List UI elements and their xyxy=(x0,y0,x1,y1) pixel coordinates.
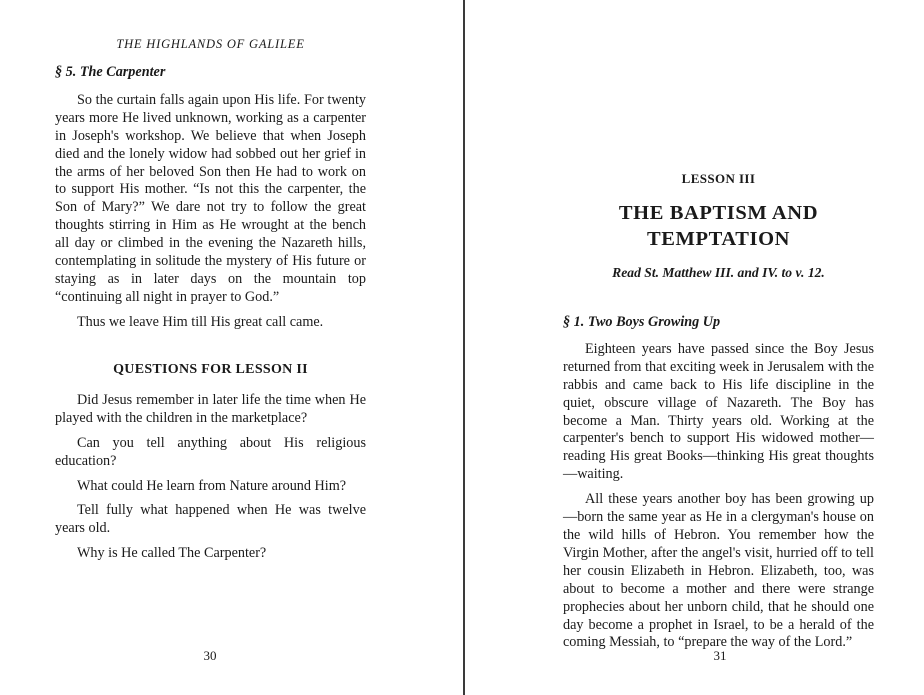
questions-block xyxy=(55,361,366,570)
question-item: Can you tell anything about His religious education? xyxy=(55,434,366,469)
paragraph: Thus we leave Him till His great call came. xyxy=(77,313,324,330)
page-number: 30 xyxy=(203,648,217,663)
paragraph: All these years another boy has been growing up—born the same year as He in a clergyman's house on the wild hills of Hebron. You remember how the Virgin Mother, after the angel's visit, hurried off to tell her cousin Elizabeth in Hebron. Elizabeth, too, was about to become a mother and there were strange prophecies about her unborn child, that he should one day become a prophet in Israel, to be a herald of the coming Messiah, to “prepare the way of the Lord.” xyxy=(563,491,874,651)
questions-title: QUESTIONS FOR LESSON II xyxy=(113,362,308,377)
question-item: Why is He called The Carpenter? xyxy=(77,545,267,562)
gutter-divider xyxy=(463,0,465,695)
question-item: Did Jesus remember in later life the time when He played with the children in the marketplace? xyxy=(55,391,366,426)
reading-assignment: Read St. Matthew III. and IV. to v. 12. xyxy=(612,265,825,280)
chapter-title xyxy=(563,200,874,252)
right-page xyxy=(466,0,924,695)
right-text-block xyxy=(563,314,874,652)
chapter-title-line: THE BAPTISM AND xyxy=(618,202,819,224)
chapter-title-line: TEMPTATION xyxy=(646,228,791,250)
lesson-label: LESSON III xyxy=(681,171,756,186)
question-item: Tell fully what happened when He was twelve years old. xyxy=(55,502,366,537)
paragraph: So the curtain falls again upon His life. For twenty years more He lived unknown, working as a carpenter in Joseph's workshop. We believe that when Joseph died and the lonely widow had sobbed out her grief in the arms of her beloved Son then He had to work on to support His mother. “Is not this the carpenter, the Son of Mary?” We dare not try to follow the great thoughts stirring in Him as He wrought at the bench all day or climbed in the evening the Nazareth hills, contemplating in solitude the mystery of His future or staying as in later days on the mountain top “continuing all night in prayer to God.” xyxy=(55,91,366,305)
page-number: 31 xyxy=(713,648,727,663)
running-head: THE HIGHLANDS OF GALILEE xyxy=(116,37,305,51)
question-item: What could He learn from Nature around Him? xyxy=(77,477,347,494)
section-heading: § 5. The Carpenter xyxy=(55,64,166,80)
left-text-block xyxy=(55,64,366,332)
paragraph: Eighteen years have passed since the Boy Jesus returned from that exciting week in Jerusalem with the rabbis and came back to His life discipline in the quiet, obscure village of Nazareth. The Boy has become a Man. Thirty years old. Working at the carpenter's bench to support His widowed mother—reading His great Books—thinking His great thoughts—waiting. xyxy=(563,340,874,483)
section-heading: § 1. Two Boys Growing Up xyxy=(563,314,721,330)
